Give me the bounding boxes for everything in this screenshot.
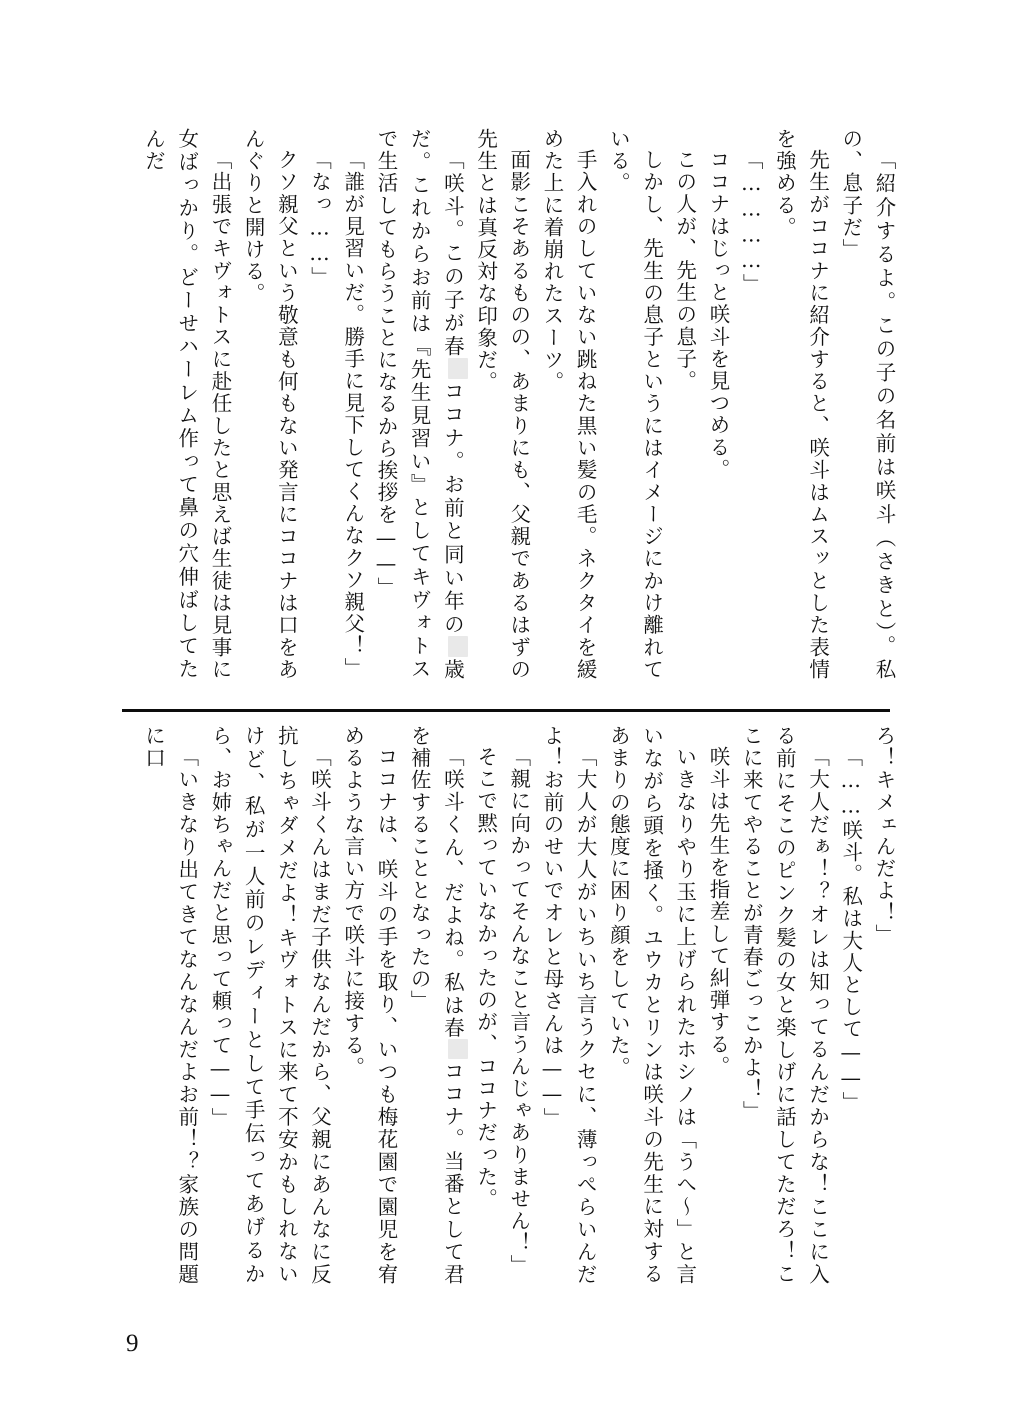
paragraph: 面影こそあるものの、あまりにも、父親であるはずの先生とは真反対な印象だ。 [473,128,531,680]
paragraph: 「誰が見習いだ。勝手に見下してくんなクソ親父！」 [340,148,365,679]
paragraph: クソ親父という敬意も何もない発言にココナは口をあんぐりと開ける。 [241,128,299,680]
paragraph: ココナは、咲斗の手を取り、いつも梅花園で園児を宥めるような言い方で咲斗に接する。 [340,725,398,1285]
paragraph: 「…………」 [739,148,764,296]
paragraph: 先生がココナに紹介すると、咲斗はムスッとした表情を強める。 [772,128,830,680]
page-number: 9 [126,1330,139,1357]
paragraph: 「咲斗くん、だよね。私は春ココナ。当番として君を補佐することとなったの」 [402,725,468,1285]
paragraph: そこで黙っていなかったのが、ココナだった。 [473,745,498,1210]
paragraph: いきなりやり玉に上げられたホシノは「うへ～」と言いながら頭を掻く。ユウカとリンは咲斗の先生に対するあまりの態度に困り顔をしていた。 [606,725,697,1285]
paragraph: 「……咲斗。私は大人として——」 [838,745,863,1114]
paragraph: 「なっ……」 [307,148,332,289]
paragraph: 「大人だぁ！？オレは知ってるんだからな！ここに入る前にそこのピンク髪の女と楽しげに話してただろ！ここに来てやることが青春ごっこかよ！」 [739,725,830,1285]
redaction-block [448,1039,469,1060]
paragraph: 「紹介するよ。この子の名前は咲斗（さきと）。私の、息子だ」 [838,128,896,680]
paragraph: 「咲斗。この子が春ココナ。お前と同い年の歳だ。これからお前は『先生見習い』としてキヴォトスで生活してもらうことになるから挨拶を——」 [369,128,469,680]
paragraph: 「いきなり出てきてなんなんだよお前！？家族の問題に口 [141,725,199,1285]
paragraph: この人が、先生の息子。 [672,148,697,392]
redaction-block [448,358,469,379]
redaction-block [448,636,469,657]
paragraph: 「咲斗くんはまだ子供なんだから、父親にあんなに反抗しちゃダメだよ！キヴォトスに来て不安かもしれないけど、私が一人前のレディーとして手伝ってあげるから、お姉ちゃんだと思って頼って——」 [207,725,332,1285]
paragraph: 「親に向かってそんなこと言うんじゃありません！」 [506,745,531,1276]
section-divider-rule [122,709,890,712]
paragraph: 「大人が大人がいちいち言うクセに、薄っぺらいんだよ！お前のせいでオレと母さんは——」 [539,725,598,1285]
text-block-top [128,128,900,680]
paragraph: 手入れのしていない跳ねた黒い髪の毛。ネクタイを緩めた上に着崩れたスーツ。 [539,128,598,680]
text-block-bottom [128,725,900,1285]
paragraph: 「出張でキヴォトスに赴任したと思えば生徒は見事に女ばっかり。どーせハーレム作って鼻の穴伸ばしてたんだ [141,128,232,680]
paragraph: しかし、先生の息子というにはイメージにかけ離れている。 [606,128,664,680]
paragraph: ろ！キメェんだよ！」 [872,725,896,946]
paragraph: 咲斗は先生を指差して糾弾する。 [705,745,730,1077]
paragraph: ココナはじっと咲斗を見つめる。 [705,148,730,480]
